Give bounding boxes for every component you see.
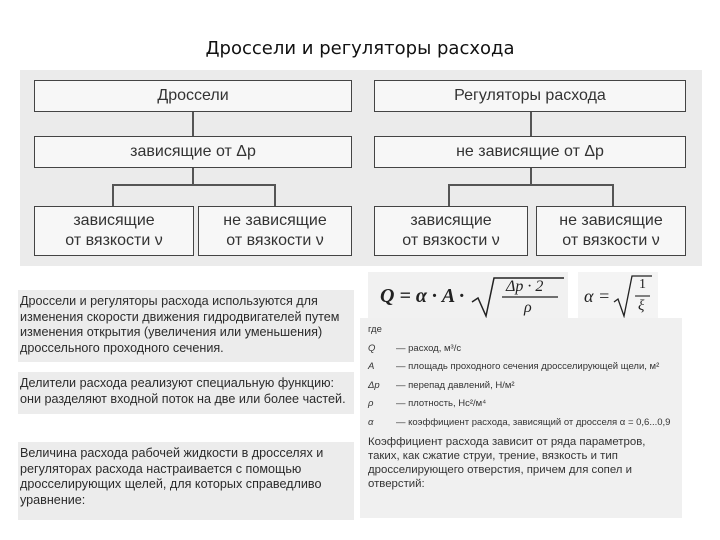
flow-formula [368, 272, 568, 322]
formula-lhs: Q = α · A · [380, 285, 465, 307]
connector-line [448, 184, 450, 206]
flow-regulators-box: Регуляторы расхода [374, 80, 686, 112]
paragraph-usage [18, 290, 354, 362]
page-title: Дроссели и регуляторы расхода [205, 38, 515, 59]
connector-line [612, 184, 614, 206]
independent-of-dp-box: не зависящие от Δp [374, 136, 686, 168]
legend-symbol: Q [368, 342, 376, 354]
paragraph-dividers [18, 372, 354, 414]
formula-denominator: ρ [524, 299, 532, 316]
legend-text: — расход, м³/с [396, 342, 462, 354]
leaf-viscosity-dependent-2 [374, 206, 528, 256]
legend-item [368, 380, 674, 393]
formula-lhs: α = [584, 286, 611, 306]
leaf-line: от вязкости ν [226, 232, 324, 249]
leaf-line: от вязкости ν [402, 232, 500, 249]
leaf-line: не зависящие [559, 212, 663, 229]
legend-text: — коэффициент расхода, зависящий от дросселя α = 0,6...0,9 [396, 416, 671, 428]
legend-symbol: ρ [368, 398, 374, 409]
legend-text: — площадь проходного сечения дросселирующей щели, м² [396, 361, 660, 372]
paragraph-flow-setting [18, 442, 354, 520]
legend-symbol: A [368, 361, 375, 372]
leaf-line: от вязкости ν [65, 232, 163, 249]
leaf-viscosity-dependent-1 [34, 206, 194, 256]
legend-note: Коэффициент расхода зависит от ряда параметров, таких, как сжатие струи, трение, вязкость и тип дросселирующего отверстия, причем для сопел и отверстий: [368, 436, 646, 490]
leaf-viscosity-independent-1 [198, 206, 352, 256]
throttles-box: Дроссели [34, 80, 352, 112]
legend-item [368, 417, 674, 430]
leaf-line: зависящие [73, 212, 155, 229]
legend-symbol: Δp [368, 379, 380, 391]
legend-item [368, 361, 674, 374]
connector-line [530, 112, 532, 136]
leaf-viscosity-independent-2 [536, 206, 686, 256]
legend-intro: где [368, 324, 382, 335]
connector-line [530, 168, 532, 184]
leaf-line: от вязкости ν [562, 232, 660, 249]
classification-diagram [20, 70, 702, 266]
legend-text: — плотность, Нс²/м⁴ [396, 398, 487, 409]
legend-symbol: α [368, 416, 374, 428]
legend-item [368, 343, 674, 356]
connector-line [112, 184, 114, 206]
paragraph-text: Делители расхода реализуют специальную функцию: они разделяют входной поток на две или более частей. [20, 376, 346, 406]
connector-line [448, 184, 612, 186]
leaf-line: не зависящие [223, 212, 327, 229]
leaf-line: зависящие [410, 212, 492, 229]
alpha-formula [578, 272, 658, 322]
connector-line [192, 112, 194, 136]
formula-denominator: ξ [638, 298, 645, 314]
formula-numerator: Δp · 2 [506, 278, 544, 295]
formula-legend [360, 318, 682, 518]
legend-text: — перепад давлений, Н/м² [396, 379, 515, 391]
paragraph-text: Дроссели и регуляторы расхода используются для изменения скорости движения гидродвигателей путем изменения открытия (увеличения или уменьшения) дроссельного проходного сечения. [20, 294, 340, 355]
sqrt-sign [578, 272, 658, 322]
connector-line [112, 184, 274, 186]
paragraph-text: Величина расхода рабочей жидкости в дросселях и регуляторах расхода настраивается с помощью дросселирующих щелей, для которых справедливо уравнение: [20, 446, 324, 507]
connector-line [192, 168, 194, 184]
legend-item [368, 398, 674, 411]
depends-on-dp-box: зависящие от Δp [34, 136, 352, 168]
formula-numerator: 1 [639, 277, 646, 292]
connector-line [274, 184, 276, 206]
